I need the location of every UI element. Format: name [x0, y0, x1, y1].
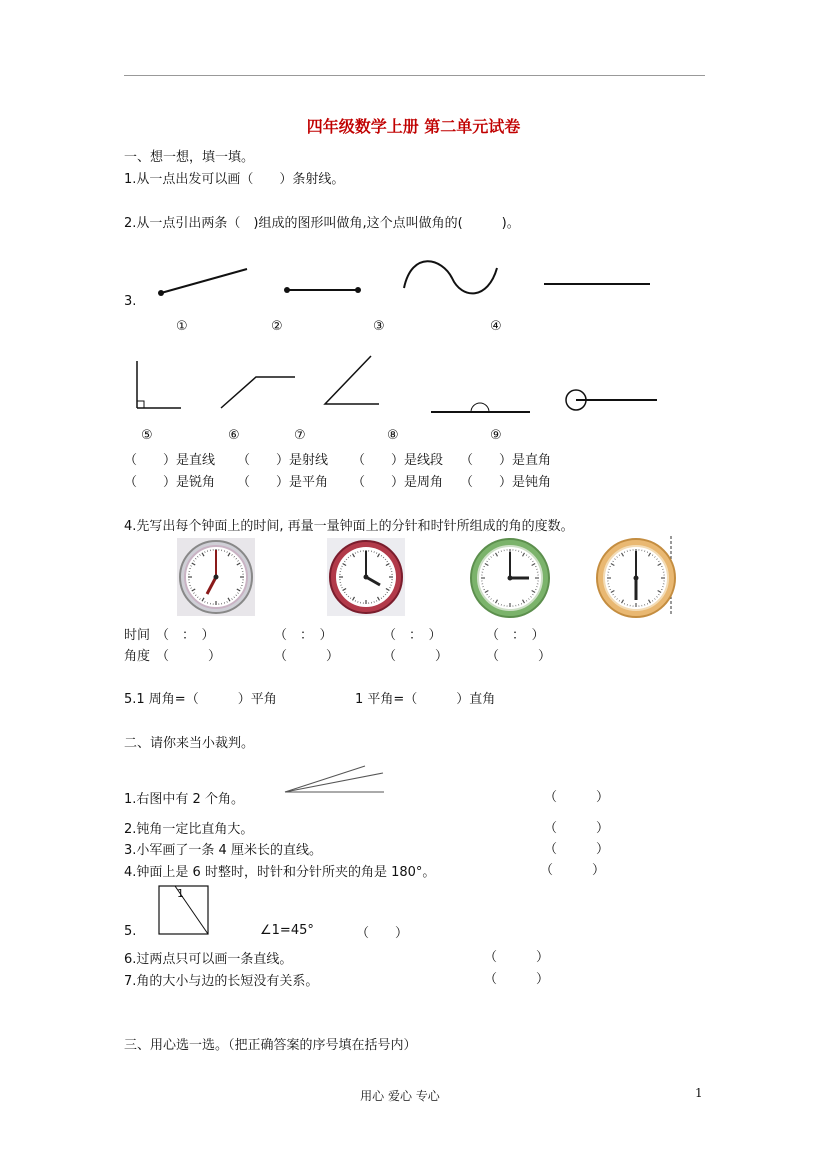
blank-ray: （ ）是射线	[237, 453, 329, 468]
angle-blank-1: （ ）	[156, 649, 222, 664]
figure-number-7: ⑦	[294, 428, 306, 443]
time-blank-2: （ ： ）	[274, 628, 333, 643]
judge-item-5: 5.	[124, 924, 137, 939]
judge-blank-6: （ ）	[484, 950, 550, 965]
question-1-5-left: 5.1 周角=（ ）平角	[124, 692, 277, 707]
judge-item-7: 7.角的大小与边的长短没有关系。	[124, 974, 319, 989]
figure-number-2: ②	[271, 319, 283, 334]
time-blank-1: （ ： ）	[156, 628, 215, 643]
judge-blank-5: （ ）	[356, 926, 409, 941]
figure-number-8: ⑧	[387, 428, 399, 443]
question-1-4: 4.先写出每个钟面上的时间, 再量一量钟面上的分针和时针所组成的角的度数。	[124, 519, 574, 534]
figure-6-obtuse-angle	[221, 377, 295, 408]
time-blank-3: （ ： ）	[383, 628, 442, 643]
judge-blank-2: （ ）	[544, 821, 610, 836]
judge-blank-3: （ ）	[544, 842, 610, 857]
figure-number-3: ③	[373, 319, 385, 334]
blank-straight-line: （ ）是直线	[124, 453, 216, 468]
judge-blank-7: （ ）	[484, 972, 550, 987]
judge-blank-1: （ ）	[544, 790, 610, 805]
figure-3-curve	[404, 261, 497, 293]
judge-item-1: 1.右图中有 2 个角。	[124, 792, 244, 807]
angle-blank-2: （ ）	[274, 649, 340, 664]
judge-angle-figure	[285, 766, 384, 792]
judge-blank-4: （ ）	[540, 863, 606, 878]
time-blank-4: （ ： ）	[486, 628, 545, 643]
figure-8-straight-angle	[431, 403, 530, 412]
section3-heading: 三、用心选一选。（把正确答案的序号填在括号内）	[124, 1038, 417, 1053]
figure-2-segment	[284, 287, 361, 293]
page-number: 1	[695, 1086, 703, 1100]
blank-round-angle: （ ）是周角	[352, 475, 444, 490]
figure-5-right-angle	[137, 361, 181, 408]
judge-item-6: 6.过两点只可以画一条直线。	[124, 952, 293, 967]
section1-heading: 一、想一想，填一填。	[124, 150, 255, 165]
question-1-2: 2.从一点引出两条（ )组成的图形叫做角,这个点叫做角的( )。	[124, 216, 520, 231]
clock-4	[596, 538, 676, 618]
clock-1	[177, 538, 255, 616]
figure-9-round-angle	[566, 390, 657, 410]
clock-2	[327, 538, 405, 616]
angle-45-note: ∠1=45°	[260, 923, 314, 938]
question-1-3-label: 3.	[124, 294, 137, 309]
judge-item-2: 2.钝角一定比直角大。	[124, 822, 254, 837]
figure-7-acute-angle	[325, 356, 379, 404]
footer-text: 用心 爱心 专心	[360, 1089, 440, 1103]
angle-blank-4: （ ）	[486, 649, 552, 664]
blank-right-angle: （ ）是直角	[460, 453, 552, 468]
figure-number-5: ⑤	[141, 428, 153, 443]
section2-heading: 二、请你来当小裁判。	[124, 736, 255, 751]
square-angle-label: 1	[177, 887, 184, 900]
time-label: 时间	[124, 628, 151, 643]
page-title: 四年级数学上册 第二单元试卷	[306, 117, 521, 136]
figure-number-1: ①	[176, 319, 188, 334]
judge-item-3: 3.小军画了一条 4 厘米长的直线。	[124, 843, 322, 858]
angle-blank-3: （ ）	[383, 649, 449, 664]
question-1-1: 1.从一点出发可以画（ ）条射线。	[124, 172, 345, 187]
clock-3	[469, 538, 551, 618]
figure-number-9: ⑨	[490, 428, 502, 443]
blank-segment: （ ）是线段	[352, 453, 444, 468]
angle-label: 角度	[124, 649, 151, 664]
blank-acute-angle: （ ）是锐角	[124, 475, 216, 490]
question-1-5-right: 1 平角=（ ）直角	[355, 692, 496, 707]
figure-1-ray	[158, 269, 247, 296]
figure-number-6: ⑥	[228, 428, 240, 443]
figure-number-4: ④	[490, 319, 502, 334]
blank-obtuse-angle: （ ）是钝角	[460, 475, 552, 490]
judge-item-4: 4.钟面上是 6 时整时，时针和分针所夹的角是 180°。	[124, 865, 436, 880]
blank-straight-angle: （ ）是平角	[237, 475, 329, 490]
